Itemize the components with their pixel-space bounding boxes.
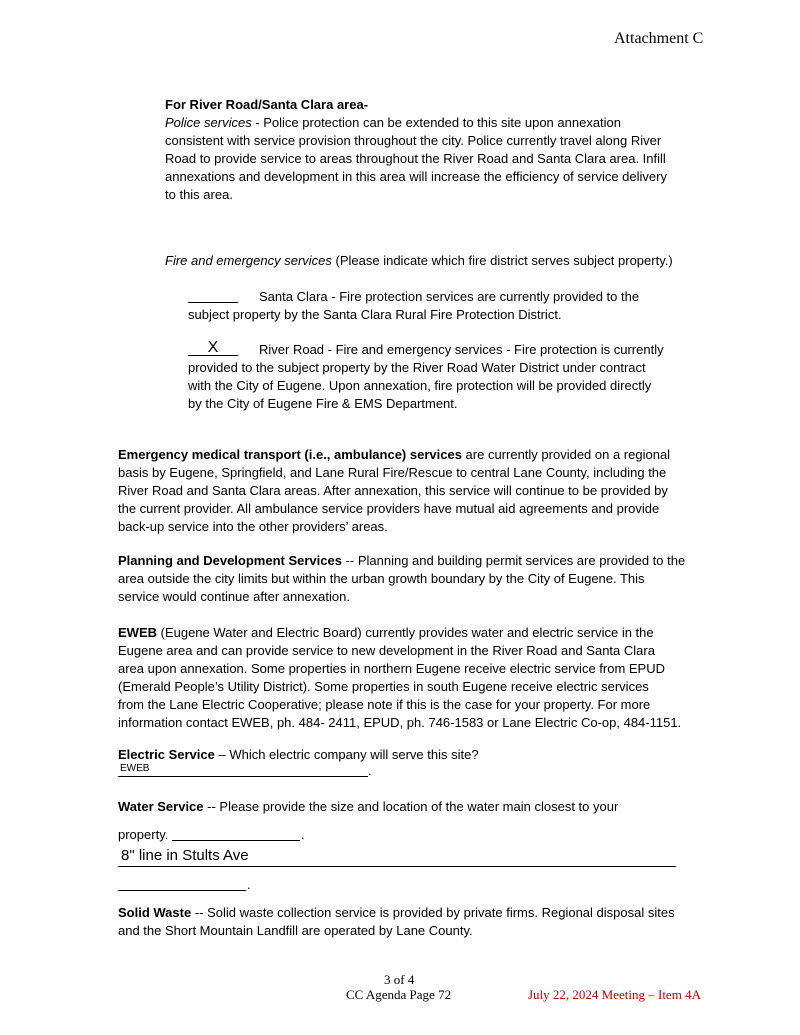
river-road-checkbox-blank[interactable] bbox=[188, 340, 238, 356]
river-road-heading: For River Road/Santa Clara area- bbox=[165, 97, 369, 112]
attachment-label: Attachment C bbox=[614, 30, 704, 47]
water-service-prompt: -- Please provide the size and location of the water main closest to your bbox=[203, 799, 619, 814]
river-road-mark: X bbox=[207, 339, 219, 356]
ems-label: Emergency medical transport (i.e., ambulance) services bbox=[118, 447, 462, 462]
eweb-line: information contact EWEB, ph. 484- 2411, EPUD, ph. 746-1583 or Lane Electric Co-op, 484-1151. bbox=[118, 715, 682, 730]
water-service-question bbox=[118, 798, 618, 816]
planning-paragraph bbox=[118, 552, 685, 606]
solid-waste-paragraph bbox=[118, 904, 675, 940]
page-number: 3 of 4 bbox=[384, 972, 415, 987]
meeting-item: July 22, 2024 Meeting – Item 4A bbox=[528, 987, 701, 1002]
water-extra-period: . bbox=[247, 877, 251, 892]
water-extra-blank[interactable] bbox=[118, 876, 246, 891]
police-line: - Police protection can be extended to this site upon annexation bbox=[251, 115, 622, 130]
fire-services-label: Fire and emergency services bbox=[165, 253, 332, 268]
ems-line: are currently provided on a regional bbox=[461, 447, 671, 462]
water-answer-field[interactable] bbox=[118, 846, 676, 867]
water-service-label: Water Service bbox=[118, 799, 204, 814]
water-answer: 8" line in Stults Ave bbox=[121, 847, 249, 864]
solid-waste-line: -- Solid waste collection service is provided by private firms. Regional disposal sites bbox=[191, 905, 675, 920]
water-property-period: . bbox=[301, 827, 305, 842]
eweb-line: (Emerald People’s Utility District). Some properties in south Eugene receive electric services bbox=[118, 679, 649, 694]
river-road-option-text bbox=[188, 359, 651, 413]
water-property-label: property. bbox=[118, 827, 169, 842]
electric-answer-field[interactable] bbox=[118, 762, 368, 777]
electric-service-label: Electric Service bbox=[118, 747, 215, 762]
santa-clara-checkbox-blank[interactable] bbox=[188, 288, 238, 303]
electric-answer: EWEB bbox=[120, 763, 150, 774]
planning-line: service would continue after annexation. bbox=[118, 589, 350, 604]
fire-services-note: (Please indicate which fire district serves subject property.) bbox=[331, 253, 673, 268]
eweb-label: EWEB bbox=[118, 625, 157, 640]
fire-services-prompt bbox=[165, 252, 673, 270]
eweb-paragraph bbox=[118, 624, 681, 732]
river-road-line: provided to the subject property by the River Road Water District under contract bbox=[188, 360, 646, 375]
police-services-paragraph bbox=[165, 114, 667, 204]
eweb-line: Eugene area and can provide service to new development in the River Road and Santa Clara bbox=[118, 643, 655, 658]
river-road-line-1: River Road - Fire and emergency services - Fire protection is currently bbox=[259, 342, 664, 357]
solid-waste-label: Solid Waste bbox=[118, 905, 192, 920]
ems-line: River Road and Santa Clara areas. After annexation, this service will continue to be provided by bbox=[118, 483, 668, 498]
planning-label: Planning and Development Services bbox=[118, 553, 342, 568]
river-road-line: by the City of Eugene Fire & EMS Department. bbox=[188, 396, 458, 411]
police-line: consistent with service provision throughout the city. Police currently travel along River bbox=[165, 133, 662, 148]
santa-clara-line-1: Santa Clara - Fire protection services are currently provided to the bbox=[259, 289, 640, 304]
ems-line: back-up service into the other providers’ areas. bbox=[118, 519, 388, 534]
ems-line: basis by Eugene, Springfield, and Lane Rural Fire/Rescue to central Lane County, including the bbox=[118, 465, 667, 480]
police-line: annexations and development in this area will increase the efficiency of service delivery bbox=[165, 169, 667, 184]
eweb-line: area upon annexation. Some properties in northern Eugene receive electric service from EPUD bbox=[118, 661, 666, 676]
police-services-label: Police services bbox=[165, 115, 252, 130]
electric-service-prompt: – Which electric company will serve this site? bbox=[214, 747, 479, 762]
ems-line: the current provider. All ambulance service providers have mutual aid agreements and provide bbox=[118, 501, 660, 516]
police-line: to this area. bbox=[165, 187, 233, 202]
planning-line: area outside the city limits but within the urban growth boundary by the City of Eugene. This bbox=[118, 571, 645, 586]
police-line: Road to provide service to areas throughout the River Road and Santa Clara area. Infill bbox=[165, 151, 666, 166]
river-road-line: with the City of Eugene. Upon annexation, fire protection will be provided directly bbox=[188, 378, 652, 393]
agenda-page: CC Agenda Page 72 bbox=[346, 987, 452, 1002]
santa-clara-line-2: subject property by the Santa Clara Rural Fire Protection District. bbox=[188, 307, 562, 322]
eweb-line: (Eugene Water and Electric Board) currently provides water and electric service in the bbox=[157, 625, 654, 640]
water-property-blank[interactable] bbox=[172, 826, 300, 841]
eweb-line: from the Lane Electric Cooperative; please note if this is the case for your property. For more bbox=[118, 697, 651, 712]
ems-paragraph bbox=[118, 446, 670, 536]
planning-line: -- Planning and building permit services are provided to the bbox=[341, 553, 686, 568]
electric-period: . bbox=[368, 763, 372, 778]
solid-waste-line: and the Short Mountain Landfill are operated by Lane County. bbox=[118, 923, 473, 938]
